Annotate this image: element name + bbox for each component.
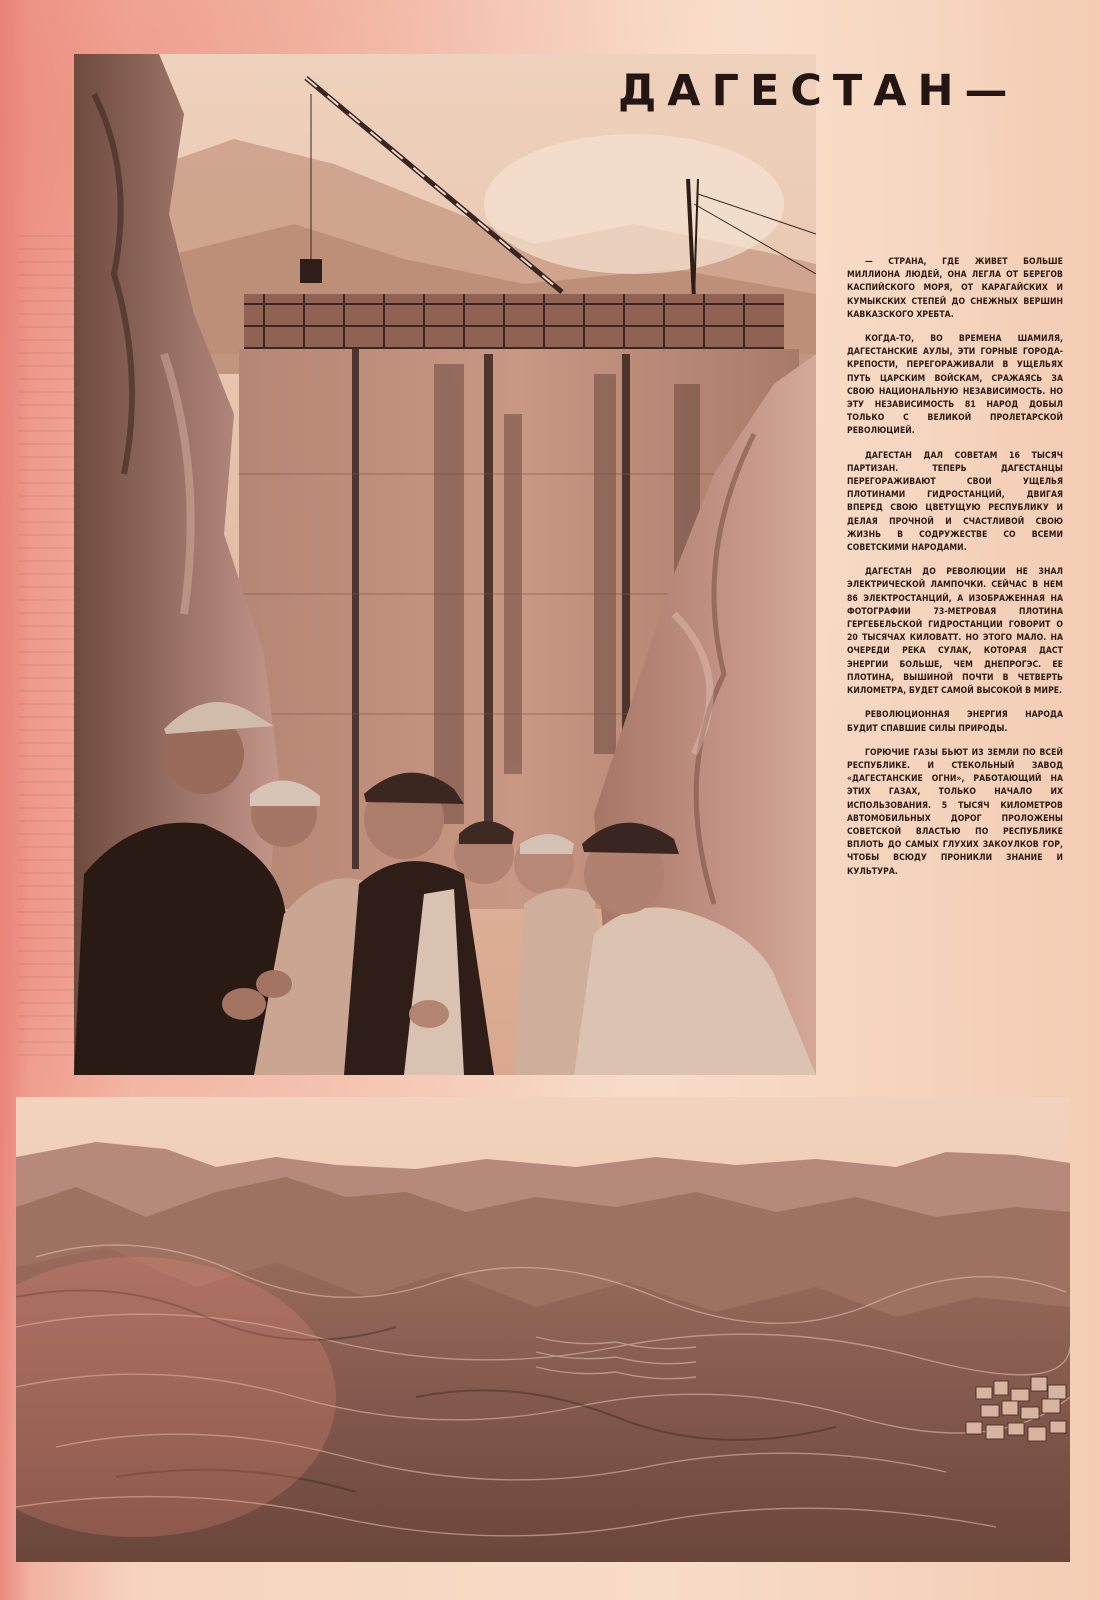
article-paragraph: КОГДА-ТО, ВО ВРЕМЕНА ШАМИЛЯ, ДАГЕСТАНСКИЕ АУЛЫ, ЭТИ ГОРНЫЕ ГОРОДА-КРЕПОСТИ, ПЕРЕГОРАЖИВАЛИ В УЩЕЛЬЯХ ПУТЬ ЦАРСКИМ ВОЙСКАМ, СРАЖАЯСЬ ЗА СВОЮ НАЦИОНАЛЬНУЮ НЕЗАВИСИМОСТЬ. НО ЭТУ НЕЗАВИСИМОСТЬ 81 НАРОД ДОБЫЛ ТОЛЬКО С ВЕЛИКОЙ ПРОЛЕТАРСКОЙ РЕВОЛЮЦИЕЙ.: [847, 334, 1063, 437]
dam-workers-photo: [74, 54, 816, 1075]
article-paragraph: РЕВОЛЮЦИОННАЯ ЭНЕРГИЯ НАРОДА БУДИТ СПАВШИЕ СИЛЫ ПРИРОДЫ.: [847, 710, 1063, 734]
article-paragraph: ДАГЕСТАН ДО РЕВОЛЮЦИИ НЕ ЗНАЛ ЭЛЕКТРИЧЕСКОЙ ЛАМПОЧКИ. СЕЙЧАС В НЕМ 86 ЭЛЕКТРОСТАНЦИЙ, А ИЗОБРАЖЕННАЯ НА ФОТОГРАФИИ 73-МЕТРОВАЯ ПЛОТИНА ГЕРГЕБЕЛЬСКОЙ ГИДРОСТАНЦИИ ГОВОРИТ О 20 ТЫСЯЧАХ КИЛОВАТТ. НО ЭТОГО МАЛО. НА ОЧЕРЕДИ РЕКА СУЛАК, КОТОРАЯ ДАСТ ЭНЕРГИИ БОЛЬШЕ, ЧЕМ ДНЕПРОГЭС. ЕЕ ПЛОТИНА, ВЫШИНОЙ ПОЧТИ В ЧЕТВЕРТЬ КИЛОМЕТРА, БУДЕТ САМОЙ ВЫСОКОЙ В МИРЕ.: [847, 567, 1063, 697]
article-body: [847, 256, 1063, 890]
article-paragraph: ДАГЕСТАН ДАЛ СОВЕТАМ 16 ТЫСЯЧ ПАРТИЗАН. ТЕПЕРЬ ДАГЕСТАНЦЫ ПЕРЕГОРАЖИВАЮТ СВОИ УЩЕЛЬЯ ПЛОТИНАМИ ГИДРОСТАНЦИЙ, ДВИГАЯ ВПЕРЕД СВОЮ ЦВЕТУЩУЮ РЕСПУБЛИКУ И ДЕЛАЯ ПРОЧНОЙ И СЧАСТЛИВОЙ СВОЮ ЖИЗНЬ В СОДРУЖЕСТВЕ СО ВСЕМИ СОВЕТСКИМИ НАРОДАМИ.: [847, 450, 1063, 554]
article-paragraph: — СТРАНА, ГДЕ ЖИВЕТ БОЛЬШЕ МИЛЛИОНА ЛЮДЕЙ, ОНА ЛЕГЛА ОТ БЕРЕГОВ КАСПИЙСКОГО МОРЯ, ОТ КАРАГАЙСКИХ И КУМЫКСКИХ СТЕПЕЙ ДО СНЕЖНЫХ ВЕРШИН КАВКАЗСКОГО ХРЕБТА.: [847, 257, 1063, 320]
page-title: ДАГЕСТАН—: [618, 66, 1019, 116]
article-paragraph: ГОРЮЧИЕ ГАЗЫ БЬЮТ ИЗ ЗЕМЛИ ПО ВСЕЙ РЕСПУБЛИКЕ. И СТЕКОЛЬНЫЙ ЗАВОД «ДАГЕСТАНСКИЕ ОГНИ», РАБОТАЮЩИЙ НА ЭТИХ ГАЗАХ, ТОЛЬКО НАЧАЛО ИХ ИСПОЛЬЗОВАНИЯ. 5 ТЫСЯЧ КИЛОМЕТРОВ АВТОМОБИЛЬНЫХ ДОРОГ ПРОЛОЖЕНЫ СОВЕТСКОЙ ВЛАСТЬЮ ПО РЕСПУБЛИКЕ ВПЛОТЬ ДО САМЫХ ГЛУХИХ ЗАКОУЛКОВ ГОР, ЧТОБЫ ВСЮДУ ПРОНИКЛИ ЗНАНИЕ И КУЛЬТУРА.: [847, 747, 1063, 877]
show-through-text: [18, 235, 80, 1065]
mountain-landscape-photo: [16, 1097, 1070, 1562]
